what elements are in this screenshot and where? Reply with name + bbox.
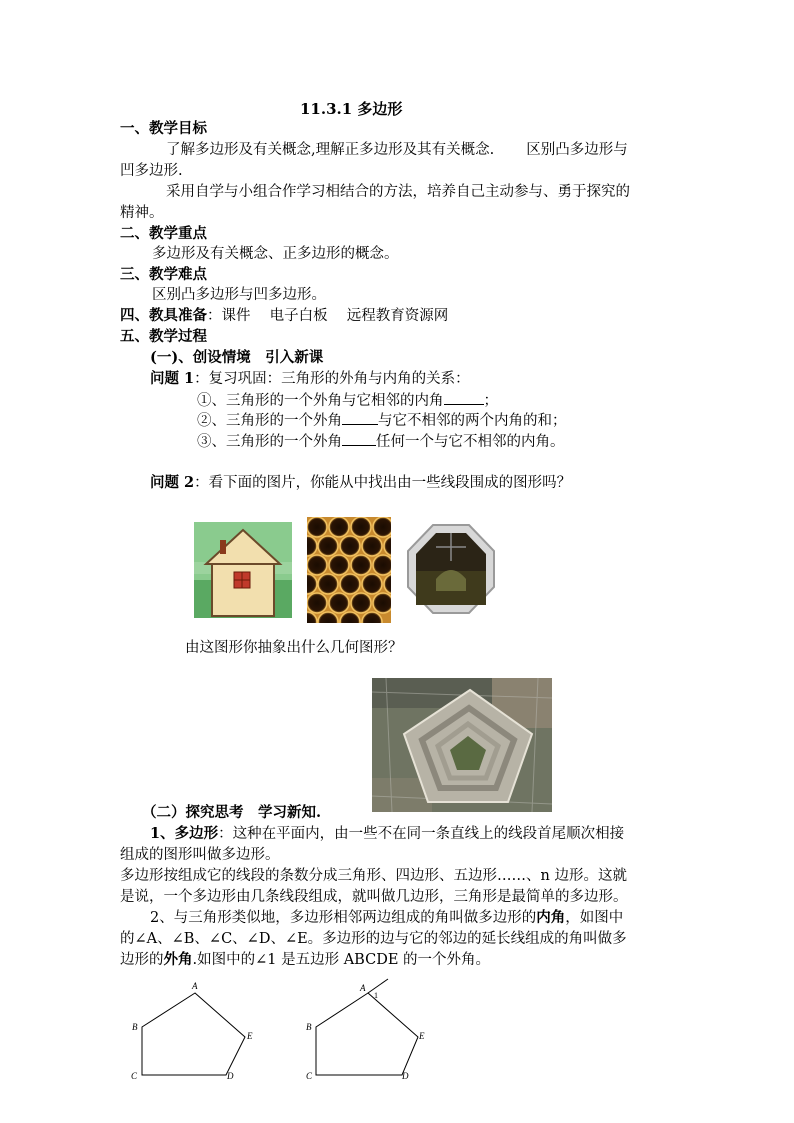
part-2-heading: （二）探究思考 学习新知. [142, 804, 322, 821]
vertex-label: D [227, 1071, 234, 1081]
paragraph-3-line-1: 2、与三角形类似地，多边形相邻两边组成的角叫做多边形的内角，如图中 [150, 909, 624, 926]
section-1-heading: 一、教学目标 [120, 120, 207, 137]
paragraph-3-line-2: 的∠A、∠B、∠C、∠D、∠E。多边形的边与它的邻边的延长线组成的角叫做多 [120, 931, 627, 947]
honeycomb-image [307, 517, 391, 623]
paragraph-2-line-2: 是说，一个多边形由几条线段组成，就叫做几边形，三角形是最简单的多边形。 [120, 889, 628, 905]
octagon-window-image [406, 521, 496, 617]
pentagon-aerial-image [372, 678, 552, 812]
section-3-text: 区别凸多边形与凹多边形。 [152, 287, 326, 303]
fill-blank[interactable] [444, 390, 484, 405]
section-2-text: 多边形及有关概念、正多边形的概念。 [152, 246, 399, 262]
question-1-item-1: ①、三角形的一个外角与它相邻的内角 ； [197, 390, 498, 411]
paragraph-3-line-3: 边形的外角.如图中的∠1 是五边形 ABCDE 的一个外角。 [120, 951, 491, 968]
page-title: 11.3.1 多边形 [300, 100, 403, 118]
paragraph-2-line-1: 多边形按组成它的线段的条数分成三角形、四边形、五边形……、n 边形。这就 [120, 868, 627, 884]
vertex-label: E [419, 1031, 425, 1041]
vertex-label: D [402, 1071, 409, 1081]
vertex-label: C [131, 1071, 138, 1081]
definition-1: 1、多边形：这种在平面内，由一些不在同一条直线上的线段首尾顺次相接 [150, 825, 625, 842]
section-5-heading: 五、教学过程 [120, 328, 207, 345]
pentagon-left [131, 981, 253, 1081]
section-1-text-2-cont: 精神。 [120, 205, 164, 221]
angle-label: 1 [374, 991, 378, 1000]
question-1-item-3: ③、三角形的一个外角 任何一个与它不相邻的内角。 [197, 431, 565, 452]
section-4-heading: 四、教具准备 [120, 307, 207, 324]
abstract-question: 由这图形你抽象出什么几何图形？ [185, 640, 403, 656]
question-1: 问题 1：复习巩固：三角形的外角与内角的关系： [150, 370, 470, 387]
section-1-text-2: 采用自学与小组合作学习相结合的方法，培养自己主动参与、勇于探究的 [166, 184, 630, 200]
section-1-text-cont: 凹多边形. [120, 163, 183, 179]
vertex-label: E [247, 1031, 253, 1041]
section-2-heading: 二、教学重点 [120, 225, 207, 242]
fill-blank[interactable] [342, 410, 378, 425]
section-3-heading: 三、教学难点 [120, 266, 207, 283]
house-image [194, 522, 292, 618]
vertex-label: A [192, 981, 198, 991]
section-4 [120, 306, 448, 326]
part-1-heading: (一)、创设情境 引入新课 [150, 349, 324, 366]
pentagon-right [306, 979, 425, 1081]
definition-1-cont: 组成的图形叫做多边形。 [120, 847, 280, 863]
question-1-item-2: ②、三角形的一个外角 与它不相邻的两个内角的和； [197, 410, 567, 431]
vertex-label: B [132, 1022, 138, 1032]
section-4-text: ：课件 电子白板 远程教育资源网 [207, 308, 449, 324]
vertex-label: A [360, 983, 366, 993]
fill-blank[interactable] [342, 431, 376, 446]
vertex-label: B [306, 1022, 312, 1032]
question-2: 问题 2：看下面的图片，你能从中找出由一些线段围成的图形吗？ [150, 474, 572, 491]
vertex-label: C [306, 1071, 313, 1081]
section-1-text: 了解多边形及有关概念,理解正多边形及其有关概念. 区别凸多边形与 [166, 142, 628, 158]
pentagon-figures [120, 975, 440, 1085]
